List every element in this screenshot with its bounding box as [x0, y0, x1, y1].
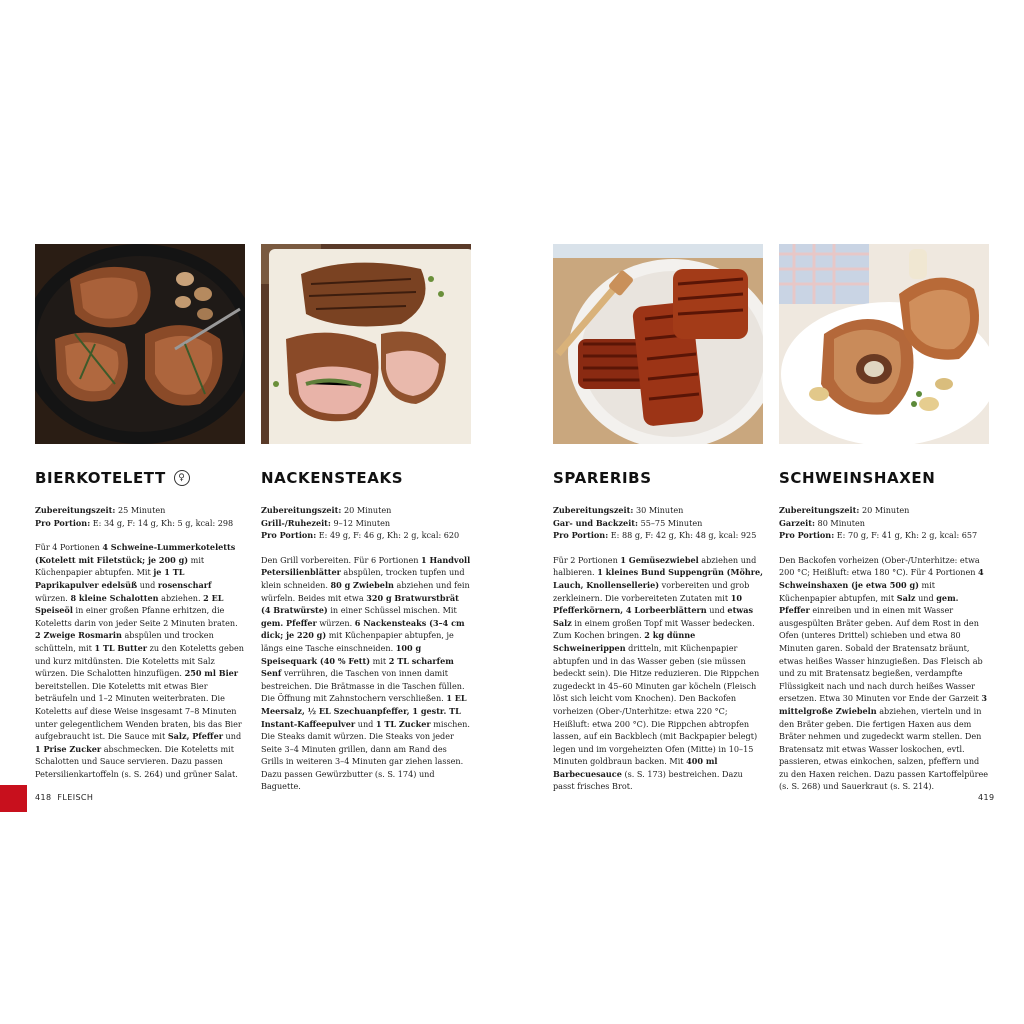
meta-value: E: 70 g, F: 41 g, Kh: 2 g, kcal: 657 — [834, 530, 978, 541]
ingredient-text: Salz, Pfeffer — [167, 731, 223, 742]
ingredient-text: 1 TL Zucker — [375, 718, 431, 729]
ingredient-text: 10 Pfefferkörnern, 4 Lorbeerblättern — [553, 592, 742, 616]
ingredient-text: je 1 TL Paprikapulver edelsüß — [35, 567, 185, 590]
meta-value: 55–75 Minuten — [638, 517, 703, 528]
meta-label: Zubereitungszeit: — [261, 505, 342, 515]
recipe-title-text: NACKENSTEAKS — [261, 469, 404, 487]
ingredient-text: 1 TL Butter — [94, 642, 148, 653]
ingredient-text: 2 kg dünne Schweinerippen — [553, 630, 696, 653]
meta-value: E: 49 g, F: 46 g, Kh: 2 g, kcal: 620 — [316, 530, 460, 541]
meta-label: Grill-/Ruhezeit: — [261, 517, 331, 528]
recipe-instructions — [553, 554, 763, 793]
meta-label: Zubereitungszeit: — [553, 505, 634, 515]
recipe-title — [261, 468, 471, 488]
recipe-instructions — [261, 554, 471, 793]
instruction-text: und — [137, 579, 158, 590]
instruction-text: mit Küchenpapier abtupfen, je längs eine Tasche einschneiden. — [261, 630, 454, 653]
spareribs-image — [553, 244, 763, 444]
meta-value: 20 Minuten — [859, 505, 910, 515]
meta-label: Pro Portion: — [35, 517, 91, 528]
right-page-folio — [978, 793, 994, 802]
meta-label: Zubereitungszeit: — [779, 505, 860, 515]
instruction-text: und — [222, 731, 242, 742]
instruction-text: abspülen, trocken tupfen und klein schneiden. — [261, 567, 465, 590]
beer-glass-icon: ♀ — [174, 470, 190, 486]
meta-line — [35, 517, 245, 530]
meta-line — [261, 517, 471, 530]
meta-value: 25 Minuten — [115, 505, 166, 515]
recipe-meta — [35, 504, 245, 529]
recipe-title — [779, 468, 989, 488]
page-number: 419 — [978, 793, 995, 802]
instruction-text: dritteln, mit Küchenpapier abtupfen und in das Wasser geben (sie müssen bedeckt sein). Die Hitze reduzieren. Die Rippchen zugedeckt in 45–60 Minuten gar köcheln (Fleisch löst sich leicht vom Knochen). Den Backofen vorheizen (Ober-/Unterhitze: etwa 220 °C; Heißluft: etwa 200 °C). Die Rippchen abtropfen lassen, auf ein Backblech (mit Backpapier belegt) legen und im vorgeheizten Ofen (Mitte) in 10–15 Minuten goldbraun backen. Mit — [553, 642, 760, 767]
recipe-bierkotelett — [35, 244, 245, 780]
recipe-meta — [261, 504, 471, 542]
instruction-text: einreiben und in einen mit Wasser ausgespülten Bräter geben. Auf dem Rost in den Ofen (unteres Drittel) schieben und etwa 80 Minuten garen. Sobald der Bratensatz bräunt, etwas heißes Wasser hinzugießen. Das Fleisch ab und zu mit Bratensatz begießen, verdampfte Flüssigkeit nach und nach durch heißes Wasser ersetzen. Etwa 30 Minuten vor Ende der Garzeit — [779, 605, 983, 704]
instruction-text: mischen. Die Steaks damit würzen. Die Steaks von jeder Seite 3–4 Minuten grillen, dann am Rand des Grills in weiteren 3–4 Minuten gar ziehen lassen. Dazu passen Gewürzbutter (s. S. 174) und Baguette. — [261, 718, 470, 792]
meta-line — [553, 529, 763, 542]
meta-label: Zubereitungszeit: — [35, 505, 116, 515]
recipe-photo-spareribs — [553, 244, 763, 444]
ingredient-text: 1 Gemüsezwiebel — [620, 554, 699, 565]
ingredient-text: 1 Prise Zucker — [35, 743, 102, 754]
recipe-meta — [553, 504, 763, 542]
instruction-text: bereitstellen. Die Koteletts mit etwas Bier beträufeln und 1–2 Minuten weiterbraten. Die Koteletts auf diese Weise insgesamt 7–8 Minuten unter gelegentlichem Wenden braten, bis das Bier aufgebraucht ist. Die Sauce mit — [35, 680, 242, 742]
instruction-text: abziehen und fein würfeln. Beides mit etwa — [261, 579, 470, 603]
meta-line — [779, 504, 989, 517]
instruction-text: Den Backofen vorheizen (Ober-/Unterhitze: etwa 200 °C; Heißluft: etwa 180 °C). Für 4 Portionen — [779, 554, 980, 578]
ingredient-text: 80 g Zwiebeln — [330, 579, 394, 590]
meta-value: 30 Minuten — [633, 505, 684, 515]
recipe-title-text: BIERKOTELETT — [35, 469, 166, 487]
ingredient-text: 320 g Bratwurstbrät (4 Bratwürste) — [261, 592, 459, 616]
instruction-text: abziehen, vierteln und in den Bräter geben. Die fertigen Haxen aus dem Bräter nehmen und zugedeckt warm stellen. Den Bratensatz mit etwas Wasser loskochen, evtl. passieren, etwas einkochen, salzen, pfeffern und zu den Haxen reichen. Dazu passen Kartoffelpüree (s. S. 268) und Sauerkraut (s. S. 214). — [779, 705, 989, 792]
instruction-text: Den Grill vorbereiten. Für 6 Portionen — [261, 554, 422, 565]
pork-chops-pan-image — [35, 244, 245, 444]
recipe-photo-nackensteaks — [261, 244, 471, 444]
recipe-instructions — [35, 541, 245, 780]
meta-label: Pro Portion: — [553, 530, 609, 541]
instruction-text: in einer großen Pfanne erhitzen, die Koteletts darin von jeder Seite 2 Minuten braten. — [35, 605, 238, 628]
meta-line — [261, 504, 471, 517]
instruction-text: in einem großen Topf mit Wasser bedecken. Zum Kochen bringen. — [553, 617, 755, 641]
ingredient-text: 400 ml Barbecuesauce — [553, 756, 718, 779]
ingredient-text: etwas Salz — [553, 605, 754, 628]
ingredient-text: 2 EL Speiseöl — [35, 592, 224, 616]
recipe-photo-bierkotelett — [35, 244, 245, 444]
instruction-text: abspülen und trocken schütteln, mit — [35, 630, 214, 653]
meta-line — [553, 517, 763, 530]
ingredient-text: 100 g Speisequark (40 % Fett) — [261, 642, 422, 666]
recipe-photo-schweinshaxen — [779, 244, 989, 444]
meta-value: 20 Minuten — [341, 505, 392, 515]
ingredient-text: 2 TL scharfem Senf — [261, 655, 454, 679]
instruction-text: abziehen und halbieren. — [553, 554, 757, 578]
recipe-spareribs — [553, 244, 763, 793]
instruction-text: Für 2 Portionen — [553, 554, 621, 565]
instruction-text: abschmecken. Die Koteletts mit Schalotten und Sauce servieren. Dazu passen Petersilienkartoffeln (s. S. 264) und grüner Salat. — [35, 743, 238, 779]
meta-value: 80 Minuten — [814, 517, 865, 528]
recipe-instructions — [779, 554, 989, 793]
meta-label: Garzeit: — [779, 517, 815, 528]
ingredient-text: 1 kleines Bund Suppengrün (Möhre, Lauch, Knollensellerie) — [553, 567, 763, 590]
instruction-text: und — [706, 605, 728, 616]
instruction-text: würzen. — [316, 617, 355, 628]
meta-label: Pro Portion: — [779, 530, 835, 541]
meta-line — [553, 504, 763, 517]
recipe-title-text: SPARERIBS — [553, 469, 652, 487]
instruction-text: Für 4 Portionen — [35, 542, 103, 553]
instruction-text: in einer Schüssel mischen. Mit — [327, 605, 457, 616]
section-name: FLEISCH — [57, 793, 94, 802]
instruction-text: mit Küchenpapier abtupfen, mit — [779, 579, 936, 603]
instruction-text: (s. S. 173) bestreichen. Dazu passt frisches Brot. — [553, 768, 743, 792]
instruction-text: mit — [370, 655, 389, 666]
instruction-text: und — [355, 718, 376, 729]
ingredient-text: 1 Handvoll Petersilienblätter — [261, 554, 471, 578]
pork-knuckles-image — [779, 244, 989, 444]
ingredient-text: 4 Schweinshaxen (je etwa 500 g) — [779, 567, 984, 590]
meta-value: 9–12 Minuten — [330, 517, 391, 528]
meta-value: E: 34 g, F: 14 g, Kh: 5 g, kcal: 298 — [90, 517, 234, 528]
chapter-color-tab — [0, 785, 27, 812]
meta-label: Gar- und Backzeit: — [553, 517, 639, 528]
recipe-nackensteaks — [261, 244, 471, 793]
ingredient-text: gem. Pfeffer — [261, 617, 317, 628]
ingredient-text: 2 Zweige Rosmarin — [35, 630, 122, 641]
left-page-folio — [35, 793, 93, 802]
instruction-text: und — [915, 592, 937, 603]
meta-line — [35, 504, 245, 517]
instruction-text: vorbereiten und grob zerkleinern. Die vorbereiteten Zutaten mit — [553, 579, 750, 603]
meta-line — [779, 529, 989, 542]
ingredient-text: 4 Schweine-Lummerkoteletts (Kotelett mit Filetstück; je 200 g) — [35, 542, 236, 565]
ingredient-text: 6 Nackensteaks (3–4 cm dick; je 220 g) — [261, 617, 465, 641]
recipe-title — [35, 468, 245, 488]
recipe-title-text: SCHWEINSHAXEN — [779, 469, 936, 487]
recipe-schweinshaxen — [779, 244, 989, 793]
recipe-meta — [779, 504, 989, 542]
meta-line — [261, 529, 471, 542]
ingredient-text: gem. Pfeffer — [779, 592, 959, 616]
instruction-text: abziehen. — [158, 592, 204, 603]
ingredient-text: 1 EL Meersalz, ½ EL Szechuanpfeffer, 1 gestr. TL Instant-Kaffeepulver — [261, 693, 467, 729]
page-number: 418 — [35, 793, 52, 802]
instruction-text: zu den Koteletts geben und kurz mitdünsten. Die Koteletts mit Salz würzen. Die Schalotten hinzufügen. — [35, 642, 244, 679]
recipe-title — [553, 468, 763, 488]
ingredient-text: 3 mittelgroße Zwiebeln — [779, 693, 987, 716]
ingredient-text: 250 ml Bier — [184, 668, 239, 679]
meta-label: Pro Portion: — [261, 530, 317, 541]
instruction-text: mit Küchenpapier abtupfen. Mit — [35, 554, 205, 578]
meta-value: E: 88 g, F: 42 g, Kh: 48 g, kcal: 925 — [608, 530, 757, 541]
meta-line — [779, 517, 989, 530]
ingredient-text: rosenscharf — [157, 579, 212, 590]
neck-steaks-image — [261, 244, 471, 444]
instruction-text: würzen. — [35, 592, 71, 603]
instruction-text: verrühren, die Taschen von innen damit bestreichen. Die Brätmasse in die Taschen füllen. Die Öffnung mit Zahnstochern verschließen. — [261, 668, 465, 704]
ingredient-text: 8 kleine Schalotten — [70, 592, 159, 603]
ingredient-text: Salz — [896, 592, 916, 603]
